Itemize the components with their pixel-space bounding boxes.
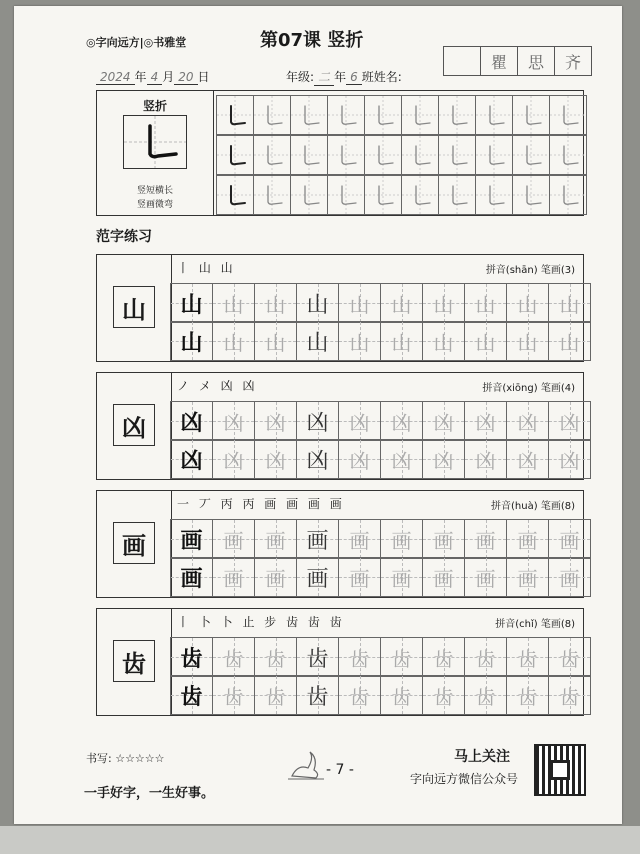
practice-cell[interactable] xyxy=(212,321,255,361)
stroke-cell[interactable] xyxy=(438,95,476,135)
practice-cell[interactable] xyxy=(380,519,423,559)
practice-char: 山 xyxy=(391,292,412,317)
practice-char: 山 xyxy=(559,292,580,317)
date-line xyxy=(96,68,210,85)
practice-cell[interactable] xyxy=(212,283,255,323)
practice-char: 齿 xyxy=(265,684,286,709)
practice-char: 凶 xyxy=(349,448,370,473)
practice-cell[interactable] xyxy=(548,439,591,479)
practice-cell[interactable] xyxy=(338,283,381,323)
practice-char: 山 xyxy=(475,292,496,317)
rabbit-icon xyxy=(288,750,324,782)
stroke-cell[interactable] xyxy=(512,135,550,175)
practice-char: 山 xyxy=(433,292,454,317)
char-model-panel xyxy=(97,373,172,479)
practice-char: 山 xyxy=(180,292,203,318)
section-title: 范字练习 xyxy=(96,229,152,245)
practice-char: 画 xyxy=(349,528,370,553)
practice-char: 凶 xyxy=(475,410,496,435)
practice-cell[interactable] xyxy=(254,321,297,361)
practice-cell[interactable] xyxy=(464,637,507,677)
practice-char: 画 xyxy=(180,566,203,592)
stroke-cell[interactable] xyxy=(401,95,439,135)
practice-cell[interactable] xyxy=(170,439,213,479)
name-label: 姓名: xyxy=(373,70,402,84)
class-label: 班 xyxy=(361,70,374,84)
practice-cell[interactable] xyxy=(296,519,339,559)
practice-row xyxy=(171,283,591,323)
stroke-cell[interactable] xyxy=(438,135,476,175)
practice-cell[interactable] xyxy=(338,557,381,597)
char-meta xyxy=(491,497,575,512)
stroke-cell[interactable] xyxy=(290,175,328,215)
stroke-cell[interactable] xyxy=(216,175,254,215)
practice-cell[interactable] xyxy=(548,401,591,441)
practice-char: 齿 xyxy=(349,684,370,709)
practice-cell[interactable] xyxy=(506,321,549,361)
day-field[interactable]: 20 xyxy=(174,70,197,85)
practice-char: 齿 xyxy=(349,646,370,671)
practice-cell[interactable] xyxy=(422,439,465,479)
stroke-cell[interactable] xyxy=(253,175,291,215)
practice-cell[interactable] xyxy=(254,283,297,323)
practice-cell[interactable] xyxy=(212,557,255,597)
practice-char: 画 xyxy=(391,566,412,591)
practice-char: 齿 xyxy=(559,646,580,671)
practice-cell[interactable] xyxy=(212,439,255,479)
practice-cell[interactable] xyxy=(296,401,339,441)
practice-char: 齿 xyxy=(391,684,412,709)
pinyin-label: 拼音(shān) xyxy=(485,265,538,276)
practice-cell[interactable] xyxy=(548,519,591,559)
grade-suffix: 年 xyxy=(334,70,347,84)
practice-cell[interactable] xyxy=(380,439,423,479)
practice-cell[interactable] xyxy=(380,283,423,323)
name-cell[interactable]: 思 xyxy=(517,46,555,76)
stroke-count: 笔画(8) xyxy=(540,501,575,512)
stroke-demo-box xyxy=(123,115,187,169)
practice-cell[interactable] xyxy=(380,637,423,677)
practice-cell[interactable] xyxy=(506,637,549,677)
practice-char: 画 xyxy=(433,566,454,591)
stroke-order: ノ メ 凶 凶 xyxy=(177,379,258,393)
practice-cell[interactable] xyxy=(170,401,213,441)
stroke-cell[interactable] xyxy=(290,135,328,175)
char-block xyxy=(96,254,584,362)
model-char: 画 xyxy=(113,522,155,564)
practice-char: 凶 xyxy=(559,410,580,435)
char-block xyxy=(96,490,584,598)
practice-cell[interactable] xyxy=(170,519,213,559)
stroke-cell[interactable] xyxy=(475,135,513,175)
brand-logo: ◎字向远方|◎书雅堂 xyxy=(86,36,187,49)
practice-cell[interactable] xyxy=(548,675,591,715)
practice-cell[interactable] xyxy=(506,283,549,323)
practice-cell[interactable] xyxy=(170,637,213,677)
stroke-count: 笔画(4) xyxy=(540,383,575,394)
practice-char: 凶 xyxy=(475,448,496,473)
practice-char: 画 xyxy=(349,566,370,591)
practice-char: 山 xyxy=(223,292,244,317)
char-model-panel xyxy=(97,609,172,715)
class-field[interactable]: 6 xyxy=(346,70,362,85)
char-meta xyxy=(495,615,575,630)
practice-char: 齿 xyxy=(517,684,538,709)
practice-cell[interactable] xyxy=(338,637,381,677)
stroke-cell[interactable] xyxy=(364,175,402,215)
practice-char: 山 xyxy=(265,292,286,317)
stroke-practice-box xyxy=(96,90,584,216)
background-surface xyxy=(0,826,640,854)
stroke-tip-2: 竖画微弯 xyxy=(136,200,173,210)
practice-char: 画 xyxy=(559,528,580,553)
practice-row xyxy=(171,519,591,559)
practice-char: 齿 xyxy=(433,646,454,671)
stroke-cell[interactable] xyxy=(401,135,439,175)
practice-char: 山 xyxy=(223,330,244,355)
stroke-cell[interactable] xyxy=(327,135,365,175)
month-label: 月 xyxy=(162,70,175,84)
pinyin-label: 拼音(huà) xyxy=(491,501,538,512)
practice-cell[interactable] xyxy=(548,321,591,361)
stroke-cell[interactable] xyxy=(401,175,439,215)
practice-char: 齿 xyxy=(306,646,329,672)
practice-cell[interactable] xyxy=(506,439,549,479)
practice-cell[interactable] xyxy=(338,519,381,559)
practice-char: 齿 xyxy=(391,646,412,671)
practice-char: 画 xyxy=(223,528,244,553)
practice-char: 画 xyxy=(306,566,329,592)
practice-char: 齿 xyxy=(223,646,244,671)
practice-char: 凶 xyxy=(433,448,454,473)
practice-cell[interactable] xyxy=(464,401,507,441)
practice-cell[interactable] xyxy=(422,637,465,677)
practice-char: 山 xyxy=(265,330,286,355)
slogan: 一手好字，一生好事。 xyxy=(84,786,215,801)
practice-cell[interactable] xyxy=(464,439,507,479)
practice-char: 凶 xyxy=(265,410,286,435)
practice-char: 画 xyxy=(265,528,286,553)
practice-cell[interactable] xyxy=(212,519,255,559)
page-number: - 7 - xyxy=(326,762,354,778)
practice-char: 画 xyxy=(433,528,454,553)
year-field[interactable]: 2024 xyxy=(96,70,135,85)
practice-cell[interactable] xyxy=(254,675,297,715)
practice-cell[interactable] xyxy=(506,675,549,715)
name-grid xyxy=(444,46,592,76)
practice-cell[interactable] xyxy=(422,283,465,323)
stroke-tip-1: 竖短横长 xyxy=(136,186,173,196)
stroke-cell[interactable] xyxy=(512,175,550,215)
practice-row xyxy=(171,439,591,479)
practice-cell[interactable] xyxy=(380,321,423,361)
stroke-row xyxy=(217,135,587,175)
practice-cell[interactable] xyxy=(296,439,339,479)
practice-char: 画 xyxy=(180,528,203,554)
practice-char: 画 xyxy=(223,566,244,591)
practice-cell[interactable] xyxy=(170,675,213,715)
stroke-cell[interactable] xyxy=(253,95,291,135)
stroke-cell[interactable] xyxy=(327,95,365,135)
char-meta xyxy=(486,261,575,276)
practice-cell[interactable] xyxy=(422,519,465,559)
practice-row xyxy=(171,637,591,677)
rating: 书写: ☆☆☆☆☆ xyxy=(86,752,165,765)
practice-char: 齿 xyxy=(475,646,496,671)
stroke-order: 丨 山 山 xyxy=(177,261,236,275)
stroke-cell[interactable] xyxy=(549,175,587,215)
practice-char: 山 xyxy=(559,330,580,355)
name-cell[interactable] xyxy=(443,46,481,76)
practice-row xyxy=(171,401,591,441)
stroke-cell[interactable] xyxy=(290,95,328,135)
practice-cell[interactable] xyxy=(548,283,591,323)
practice-char: 山 xyxy=(475,330,496,355)
practice-char: 齿 xyxy=(180,646,203,672)
stroke-cell[interactable] xyxy=(438,175,476,215)
practice-char: 凶 xyxy=(306,410,329,436)
practice-cell[interactable] xyxy=(548,637,591,677)
practice-row xyxy=(171,321,591,361)
practice-cell[interactable] xyxy=(506,519,549,559)
qr-code-icon[interactable] xyxy=(534,744,586,796)
model-char: 齿 xyxy=(113,640,155,682)
practice-char: 齿 xyxy=(433,684,454,709)
model-char: 凶 xyxy=(113,404,155,446)
practice-char: 画 xyxy=(265,566,286,591)
practice-char: 凶 xyxy=(223,448,244,473)
practice-cell[interactable] xyxy=(506,401,549,441)
practice-cell[interactable] xyxy=(422,321,465,361)
stroke-cell[interactable] xyxy=(364,135,402,175)
stroke-name: 竖折 xyxy=(142,99,167,113)
practice-char: 画 xyxy=(517,566,538,591)
practice-cell[interactable] xyxy=(506,557,549,597)
char-meta xyxy=(482,379,575,394)
practice-row xyxy=(171,557,591,597)
practice-char: 凶 xyxy=(517,448,538,473)
grade-line xyxy=(286,68,402,86)
stroke-cell[interactable] xyxy=(216,135,254,175)
practice-char: 山 xyxy=(349,292,370,317)
practice-char: 画 xyxy=(391,528,412,553)
practice-cell[interactable] xyxy=(548,557,591,597)
practice-char: 齿 xyxy=(517,646,538,671)
practice-char: 画 xyxy=(559,566,580,591)
practice-char: 凶 xyxy=(180,410,203,436)
practice-char: 凶 xyxy=(349,410,370,435)
practice-cell[interactable] xyxy=(254,637,297,677)
pinyin-label: 拼音(chǐ) xyxy=(495,619,538,630)
practice-cell[interactable] xyxy=(254,557,297,597)
stroke-row xyxy=(217,175,587,215)
practice-char: 画 xyxy=(475,566,496,591)
stroke-demo-panel xyxy=(97,91,214,215)
practice-char: 山 xyxy=(349,330,370,355)
practice-char: 凶 xyxy=(306,448,329,474)
practice-char: 山 xyxy=(517,330,538,355)
practice-cell[interactable] xyxy=(380,401,423,441)
day-label: 日 xyxy=(197,70,210,84)
stroke-row xyxy=(217,95,587,135)
practice-char: 凶 xyxy=(180,448,203,474)
practice-char: 齿 xyxy=(180,684,203,710)
practice-char: 凶 xyxy=(559,448,580,473)
practice-char: 凶 xyxy=(517,410,538,435)
char-model-panel xyxy=(97,255,172,361)
stroke-cell[interactable] xyxy=(253,135,291,175)
practice-row xyxy=(171,675,591,715)
practice-char: 山 xyxy=(391,330,412,355)
year-label: 年 xyxy=(134,70,147,84)
grade-label: 年级: xyxy=(286,70,315,84)
practice-char: 凶 xyxy=(265,448,286,473)
practice-cell[interactable] xyxy=(338,321,381,361)
stroke-cell[interactable] xyxy=(475,175,513,215)
char-block xyxy=(96,372,584,480)
name-cell[interactable]: 齐 xyxy=(554,46,592,76)
practice-char: 凶 xyxy=(391,448,412,473)
practice-cell[interactable] xyxy=(338,675,381,715)
practice-cell[interactable] xyxy=(422,675,465,715)
stroke-cell[interactable] xyxy=(549,135,587,175)
account-label: 字向远方微信公众号 xyxy=(410,772,519,786)
stroke-cell[interactable] xyxy=(216,95,254,135)
practice-cell[interactable] xyxy=(422,401,465,441)
practice-char: 山 xyxy=(517,292,538,317)
practice-char: 画 xyxy=(306,528,329,554)
practice-cell[interactable] xyxy=(170,283,213,323)
practice-cell[interactable] xyxy=(422,557,465,597)
practice-char: 齿 xyxy=(475,684,496,709)
pinyin-label: 拼音(xiōng) xyxy=(482,383,538,394)
worksheet-page xyxy=(14,6,622,824)
stroke-demo-glyph xyxy=(124,116,186,168)
practice-cell[interactable] xyxy=(296,675,339,715)
practice-char: 山 xyxy=(306,292,329,318)
practice-char: 山 xyxy=(306,330,329,356)
name-cell[interactable]: 瞿 xyxy=(480,46,518,76)
practice-cell[interactable] xyxy=(296,321,339,361)
practice-cell[interactable] xyxy=(170,557,213,597)
char-block xyxy=(96,608,584,716)
stroke-cell[interactable] xyxy=(512,95,550,135)
practice-cell[interactable] xyxy=(380,675,423,715)
char-model-panel xyxy=(97,491,172,597)
practice-char: 齿 xyxy=(265,646,286,671)
month-field[interactable]: 4 xyxy=(147,70,163,85)
practice-char: 画 xyxy=(517,528,538,553)
stroke-count: 笔画(3) xyxy=(540,265,575,276)
practice-cell[interactable] xyxy=(464,557,507,597)
practice-cell[interactable] xyxy=(296,283,339,323)
stroke-cell[interactable] xyxy=(475,95,513,135)
practice-cell[interactable] xyxy=(212,637,255,677)
practice-char: 齿 xyxy=(559,684,580,709)
stroke-count: 笔画(8) xyxy=(540,619,575,630)
practice-cell[interactable] xyxy=(464,519,507,559)
stroke-cell[interactable] xyxy=(327,175,365,215)
stroke-cell[interactable] xyxy=(364,95,402,135)
practice-char: 齿 xyxy=(223,684,244,709)
practice-char: 山 xyxy=(433,330,454,355)
stroke-order: 丨 卜 卜 止 步 齿 齿 齿 xyxy=(177,615,345,629)
practice-char: 凶 xyxy=(433,410,454,435)
practice-cell[interactable] xyxy=(296,557,339,597)
follow-label: 马上关注 xyxy=(454,749,510,765)
practice-char: 凶 xyxy=(391,410,412,435)
practice-char: 山 xyxy=(180,330,203,356)
practice-cell[interactable] xyxy=(212,401,255,441)
page-title: 第07课 竖折 xyxy=(260,30,364,51)
practice-cell[interactable] xyxy=(170,321,213,361)
grade-field[interactable]: 二 xyxy=(314,68,334,86)
practice-char: 齿 xyxy=(306,684,329,710)
practice-cell[interactable] xyxy=(464,321,507,361)
practice-cell[interactable] xyxy=(254,519,297,559)
practice-char: 凶 xyxy=(223,410,244,435)
stroke-cell[interactable] xyxy=(549,95,587,135)
practice-char: 画 xyxy=(475,528,496,553)
model-char: 山 xyxy=(113,286,155,328)
practice-cell[interactable] xyxy=(338,439,381,479)
practice-cell[interactable] xyxy=(296,637,339,677)
practice-cell[interactable] xyxy=(254,439,297,479)
practice-cell[interactable] xyxy=(212,675,255,715)
practice-cell[interactable] xyxy=(464,283,507,323)
practice-cell[interactable] xyxy=(464,675,507,715)
practice-cell[interactable] xyxy=(380,557,423,597)
stroke-order: 一 丆 丙 丙 画 画 画 画 xyxy=(177,497,345,511)
practice-cell[interactable] xyxy=(338,401,381,441)
practice-cell[interactable] xyxy=(254,401,297,441)
